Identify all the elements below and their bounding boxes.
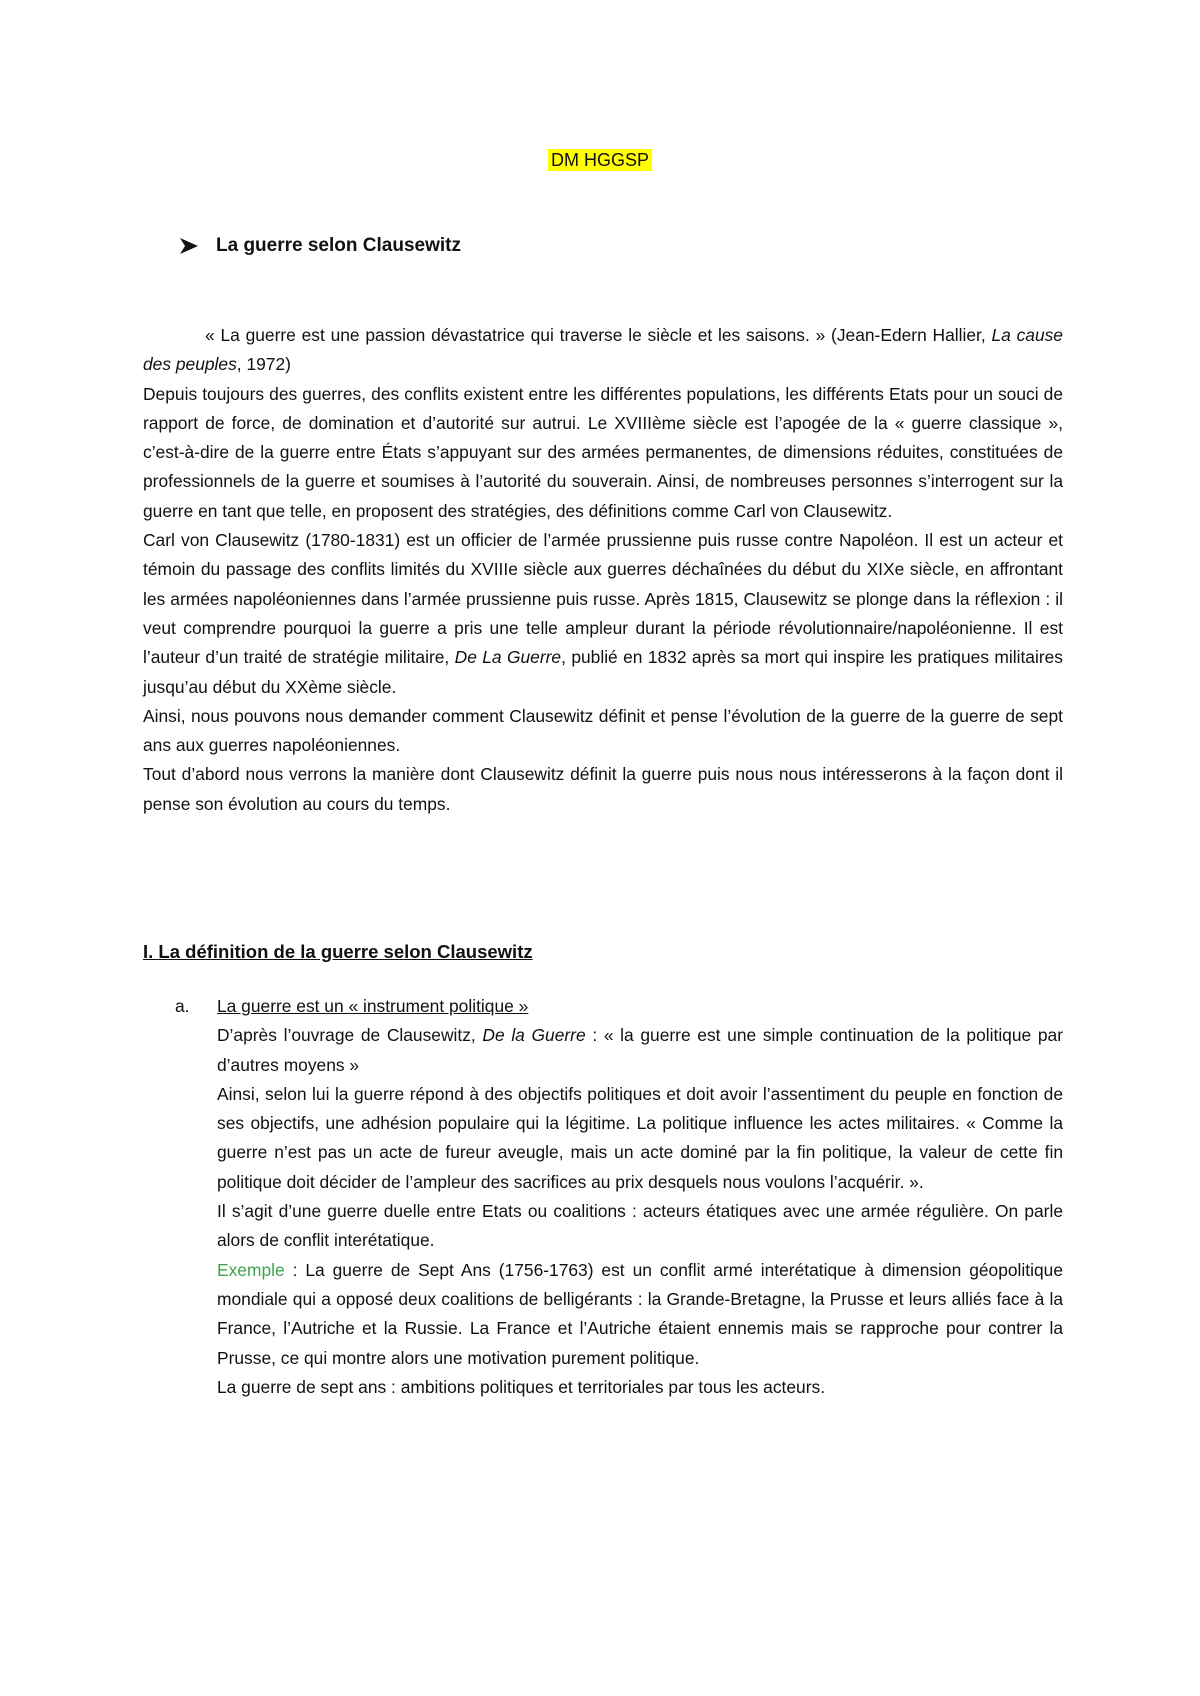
subsection-a-paragraph-1	[217, 1021, 1063, 1080]
document-title-text: DM HGGSP	[548, 149, 652, 171]
section-1-subsection-list	[175, 992, 1063, 1402]
arrow-bullet-icon	[178, 236, 200, 256]
subsection-a-paragraph-4: La guerre de sept ans : ambitions politiques et territoriales par tous les acteurs.	[217, 1376, 826, 1397]
main-heading-text: La guerre selon Clausewitz	[216, 235, 461, 256]
document-title	[0, 148, 1200, 172]
intro-paragraph-2-end: , publié en 1832 après sa mort qui inspire les pratiques militaires jusqu’au début du XXème siècle.	[143, 647, 1064, 697]
quote-year: , 1972)	[236, 354, 291, 375]
subsection-marker: a.	[175, 996, 190, 1016]
introduction	[143, 321, 1063, 819]
example-text: : La guerre de Sept Ans (1756-1763) est un conflit armé interétatique à dimension géopolitique mondiale qui a opposé deux coalitions de belligérants : la Grande-Bretagne, la Prusse et leurs alliés face à la France, l’Autriche et la Russie. La France et l’Autriche étaient ennemis mais se rapproche pour contrer la Prusse, ce qui montre alors une motivation purement politique.	[217, 1259, 1063, 1368]
quote-text: « La guerre est une passion dévastatrice qui traverse le siècle et les saisons. » (Jean-Edern Hallier,	[205, 325, 992, 345]
subsection-a-body	[217, 1021, 1063, 1402]
treatise-title: De La Guerre	[454, 647, 562, 668]
example-label: Exemple	[217, 1259, 285, 1280]
subsection-a-p1-text: D’après l’ouvrage de Clausewitz,	[217, 1025, 483, 1046]
intro-paragraph-1: Depuis toujours des guerres, des conflits existent entre les différentes populations, les différents Etats pour un souci de rapport de force, de domination et d’autorité sur autrui. Le XVIIIème siècle est l’apogée de la « guerre classique », c’est-à-dire de la guerre entre États s’appuyant sur des armées permanentes, de dimensions réduites, constituées de professionnels de la guerre et soumises à l’autorité du souverain. Ainsi, de nombreuses personnes s’interrogent sur la guerre en tant que telle, en proposent des stratégies, des définitions comme Carl von Clausewitz.	[143, 383, 1063, 521]
main-heading	[178, 234, 461, 258]
example-paragraph	[217, 1256, 1063, 1373]
intro-paragraph-2	[143, 526, 1063, 702]
intro-paragraph-3: Ainsi, nous pouvons nous demander comment Clausewitz définit et pense l’évolution de la guerre de la guerre de sept ans aux guerres napoléoniennes.	[143, 705, 1063, 756]
opening-quote	[143, 321, 1063, 380]
intro-paragraph-2-text: Carl von Clausewitz (1780-1831) est un officier de l’armée prussienne puis russe contre Napoléon. Il est un acteur et témoin du passage des conflits limités du XVIIIe siècle aux guerres déchaînées du début du XIXe siècle, en affrontant les armées napoléoniennes dans l’armée prussienne puis russe. Après 1815, Clausewitz se plonge dans la réflexion : il veut comprendre pourquoi la guerre a pris une telle ampleur durant la période révolutionnaire/napoléonienne. Il est l’auteur d’un traité de stratégie militaire,	[143, 530, 1063, 668]
subsection-a-paragraph-3: Il s’agit d’une guerre duelle entre Etats ou coalitions : acteurs étatiques avec une armée régulière. On parle alors de conflit interétatique.	[217, 1201, 1063, 1251]
subsection-title: La guerre est un « instrument politique »	[217, 996, 529, 1016]
section-1-heading: I. La définition de la guerre selon Clausewitz	[143, 941, 533, 962]
quote-source-title: La cause des peuples	[143, 325, 1063, 375]
subsection-a-paragraph-2: Ainsi, selon lui la guerre répond à des objectifs politiques et doit avoir l’assentiment du peuple en fonction de ses objectifs, une adhésion populaire qui la légitime. La politique influence les actes militaires. « Comme la guerre n’est pas un acte de fureur aveugle, mais un acte dominé par la fin politique, la valeur de cette fin politique doit décider de l’ampleur des sacrifices au prix desquels nous voulons l’acquérir. ».	[217, 1083, 1063, 1192]
subsection-a-heading	[175, 992, 1063, 1021]
intro-paragraph-4: Tout d’abord nous verrons la manière dont Clausewitz définit la guerre puis nous nous intéresserons à la façon dont il pense son évolution au cours du temps.	[143, 764, 1063, 814]
work-title: De la Guerre	[482, 1025, 586, 1046]
subsection-a-p1-quote: : « la guerre est une simple continuation de la politique par d’autres moyens »	[217, 1025, 1063, 1075]
